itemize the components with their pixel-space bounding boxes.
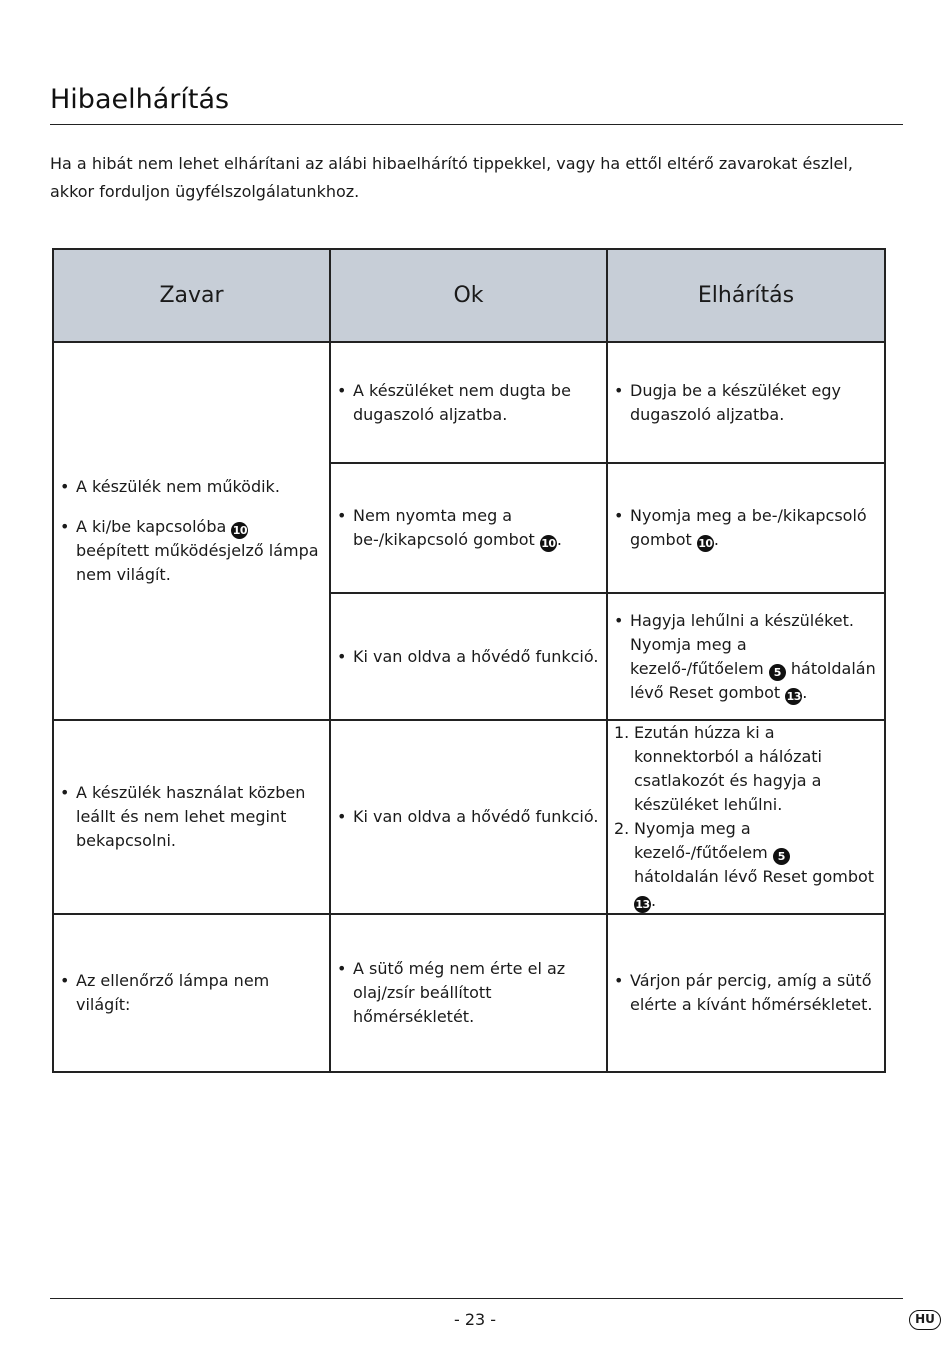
list-item: • Dugja be a készüléket egy dugaszoló aljzatba. (614, 379, 878, 427)
cell-fix (607, 463, 885, 593)
list-item: • A sütő még nem érte el az olaj/zsír beállított hőmérsékletét. (337, 957, 600, 1029)
list-item: • Hagyja lehűlni a készüléket. Nyomja meg a kezelő-/fűtőelem 5 hátoldalán lévő Reset gombot 13. (614, 609, 878, 705)
number-13-icon: 13 (786, 689, 801, 703)
table-row (53, 720, 885, 914)
language-badge: HU (909, 1310, 941, 1330)
table-row (53, 342, 885, 463)
footer-divider (50, 1298, 903, 1299)
title-divider (50, 124, 903, 125)
list-item: • A készülék nem működik. (60, 475, 323, 499)
table-header-row (53, 249, 885, 342)
table-row (53, 914, 885, 1072)
number-13-icon: 13 (635, 898, 650, 911)
list-item: • A ki/be kapcsolóba 10 beépített működésjelző lámpa nem világít. (60, 515, 323, 587)
list-item: • Nyomja meg a be-/kikapcsoló gombot 10. (614, 504, 878, 552)
header-ok: Ok (330, 249, 607, 342)
cell-ok (330, 593, 607, 720)
cell-ok (330, 720, 607, 914)
troubleshooting-table (52, 248, 886, 1073)
cell-fix (607, 342, 885, 463)
page-title: Hibaelhárítás (50, 84, 230, 115)
cell-zavar-3 (53, 914, 330, 1072)
cell-ok (330, 342, 607, 463)
cell-fix (607, 593, 885, 720)
list-item: 2. Nyomja meg a kezelő-/fűtőelem 5 hátoldalán lévő Reset gombot 13. (614, 819, 875, 911)
cell-zavar-1 (53, 342, 330, 720)
cell-ok (330, 914, 607, 1072)
cell-fix (607, 720, 885, 914)
list-item: • Nem nyomta meg a be-/kikapcsoló gombot 10. (337, 504, 600, 552)
header-elharitas: Elhárítás (607, 249, 885, 342)
list-item: 1. Ezután húzza ki a konnektorból a hálózati csatlakozót és hagyja a készüléket lehűlni. (614, 723, 822, 814)
number-5-icon: 5 (769, 664, 786, 681)
number-5-icon: 5 (773, 848, 790, 865)
number-10-icon: 10 (541, 537, 556, 550)
header-zavar: Zavar (53, 249, 330, 342)
intro-text: Ha a hibát nem lehet elhárítani az alábi hibaelhárító tippekkel, vagy ha ettől eltérő zavarokat észlel, akkor forduljon ügyfélszolgálatunkhoz. (50, 154, 853, 201)
list-item: • Ki van oldva a hővédő funkció. (337, 645, 600, 669)
list-item: • Ki van oldva a hővédő funkció. (337, 805, 600, 829)
list-item: • Várjon pár percig, amíg a sütő elérte a kívánt hőmérsékletet. (614, 969, 878, 1017)
list-item: • A készülék használat közben leállt és nem lehet megint bekapcsolni. (60, 781, 323, 853)
cell-zavar-2 (53, 720, 330, 914)
number-10-icon: 10 (232, 524, 248, 537)
list-item: • Az ellenőrző lámpa nem világít: (60, 969, 323, 1017)
list-item: • A készüléket nem dugta be dugaszoló aljzatba. (337, 379, 600, 427)
cell-fix (607, 914, 885, 1072)
number-10-icon: 10 (698, 537, 713, 550)
cell-ok (330, 463, 607, 593)
page-number: - 23 - (453, 1310, 497, 1329)
